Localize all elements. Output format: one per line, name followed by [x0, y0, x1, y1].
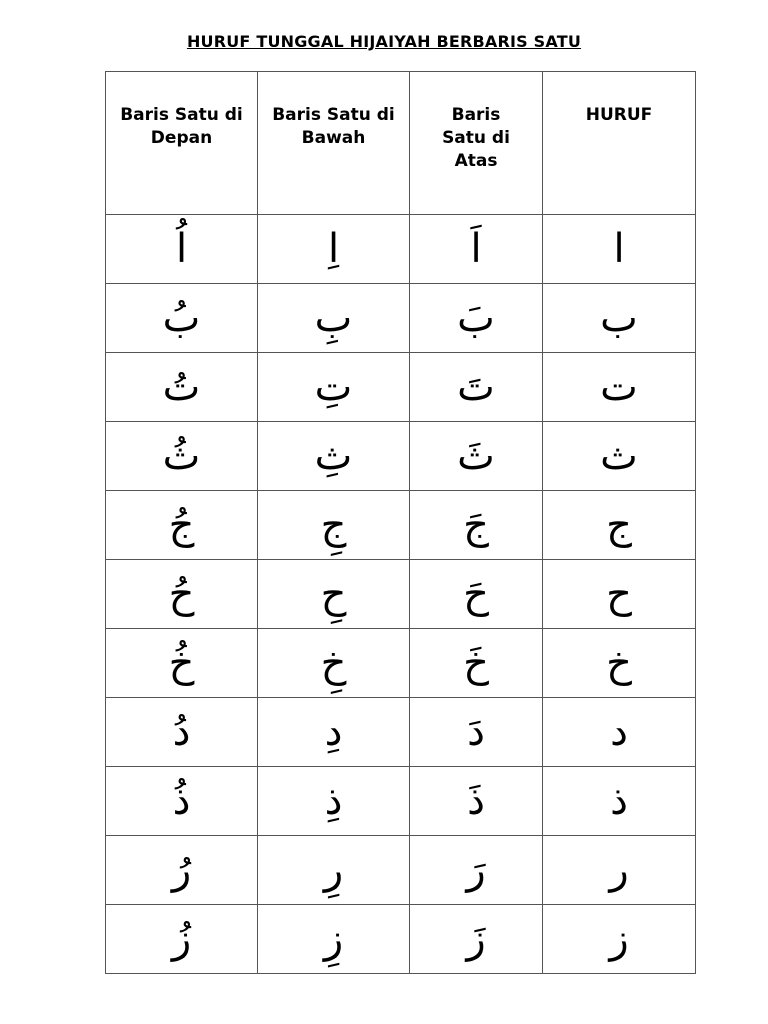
cell-huruf: ح	[543, 560, 696, 629]
cell-dammah: بُ	[106, 284, 258, 353]
cell-dammah: زُ	[106, 905, 258, 974]
header-huruf: HURUF	[543, 72, 696, 215]
cell-fathah: رَ	[410, 836, 543, 905]
cell-huruf: ب	[543, 284, 696, 353]
cell-fathah: ثَ	[410, 422, 543, 491]
header-row	[106, 72, 696, 215]
cell-dammah: جُ	[106, 491, 258, 560]
table-row	[106, 215, 696, 284]
table-row	[106, 560, 696, 629]
cell-huruf: د	[543, 698, 696, 767]
table-row	[106, 698, 696, 767]
cell-huruf: ر	[543, 836, 696, 905]
cell-huruf: ذ	[543, 767, 696, 836]
cell-kasrah: اِ	[258, 215, 410, 284]
cell-huruf: ث	[543, 422, 696, 491]
cell-kasrah: ثِ	[258, 422, 410, 491]
cell-dammah: دُ	[106, 698, 258, 767]
cell-dammah: رُ	[106, 836, 258, 905]
cell-fathah: خَ	[410, 629, 543, 698]
cell-kasrah: خِ	[258, 629, 410, 698]
cell-dammah: خُ	[106, 629, 258, 698]
cell-kasrah: جِ	[258, 491, 410, 560]
table-row	[106, 836, 696, 905]
cell-huruf: خ	[543, 629, 696, 698]
cell-fathah: زَ	[410, 905, 543, 974]
cell-kasrah: رِ	[258, 836, 410, 905]
cell-dammah: اُ	[106, 215, 258, 284]
cell-dammah: حُ	[106, 560, 258, 629]
cell-huruf: ز	[543, 905, 696, 974]
cell-dammah: ذُ	[106, 767, 258, 836]
table-row	[106, 284, 696, 353]
header-baris-depan: Baris Satu di Depan	[106, 72, 258, 215]
cell-fathah: ذَ	[410, 767, 543, 836]
header-baris-bawah: Baris Satu di Bawah	[258, 72, 410, 215]
cell-kasrah: دِ	[258, 698, 410, 767]
cell-huruf: ت	[543, 353, 696, 422]
cell-kasrah: حِ	[258, 560, 410, 629]
cell-fathah: تَ	[410, 353, 543, 422]
cell-kasrah: ذِ	[258, 767, 410, 836]
table-row	[106, 491, 696, 560]
cell-fathah: حَ	[410, 560, 543, 629]
cell-kasrah: بِ	[258, 284, 410, 353]
table-row	[106, 905, 696, 974]
hijaiyah-table	[105, 71, 696, 974]
header-baris-atas-label: Baris Satu di Atas	[442, 105, 510, 171]
cell-dammah: تُ	[106, 353, 258, 422]
header-baris-atas	[410, 72, 543, 215]
cell-kasrah: زِ	[258, 905, 410, 974]
cell-fathah: دَ	[410, 698, 543, 767]
cell-huruf: ج	[543, 491, 696, 560]
cell-huruf: ا	[543, 215, 696, 284]
table-row	[106, 353, 696, 422]
cell-dammah: ثُ	[106, 422, 258, 491]
page-title: HURUF TUNGGAL HIJAIYAH BERBARIS SATU	[186, 32, 582, 51]
cell-kasrah: تِ	[258, 353, 410, 422]
cell-fathah: اَ	[410, 215, 543, 284]
table-row	[106, 767, 696, 836]
table-row	[106, 422, 696, 491]
table-row	[106, 629, 696, 698]
cell-fathah: جَ	[410, 491, 543, 560]
cell-fathah: بَ	[410, 284, 543, 353]
